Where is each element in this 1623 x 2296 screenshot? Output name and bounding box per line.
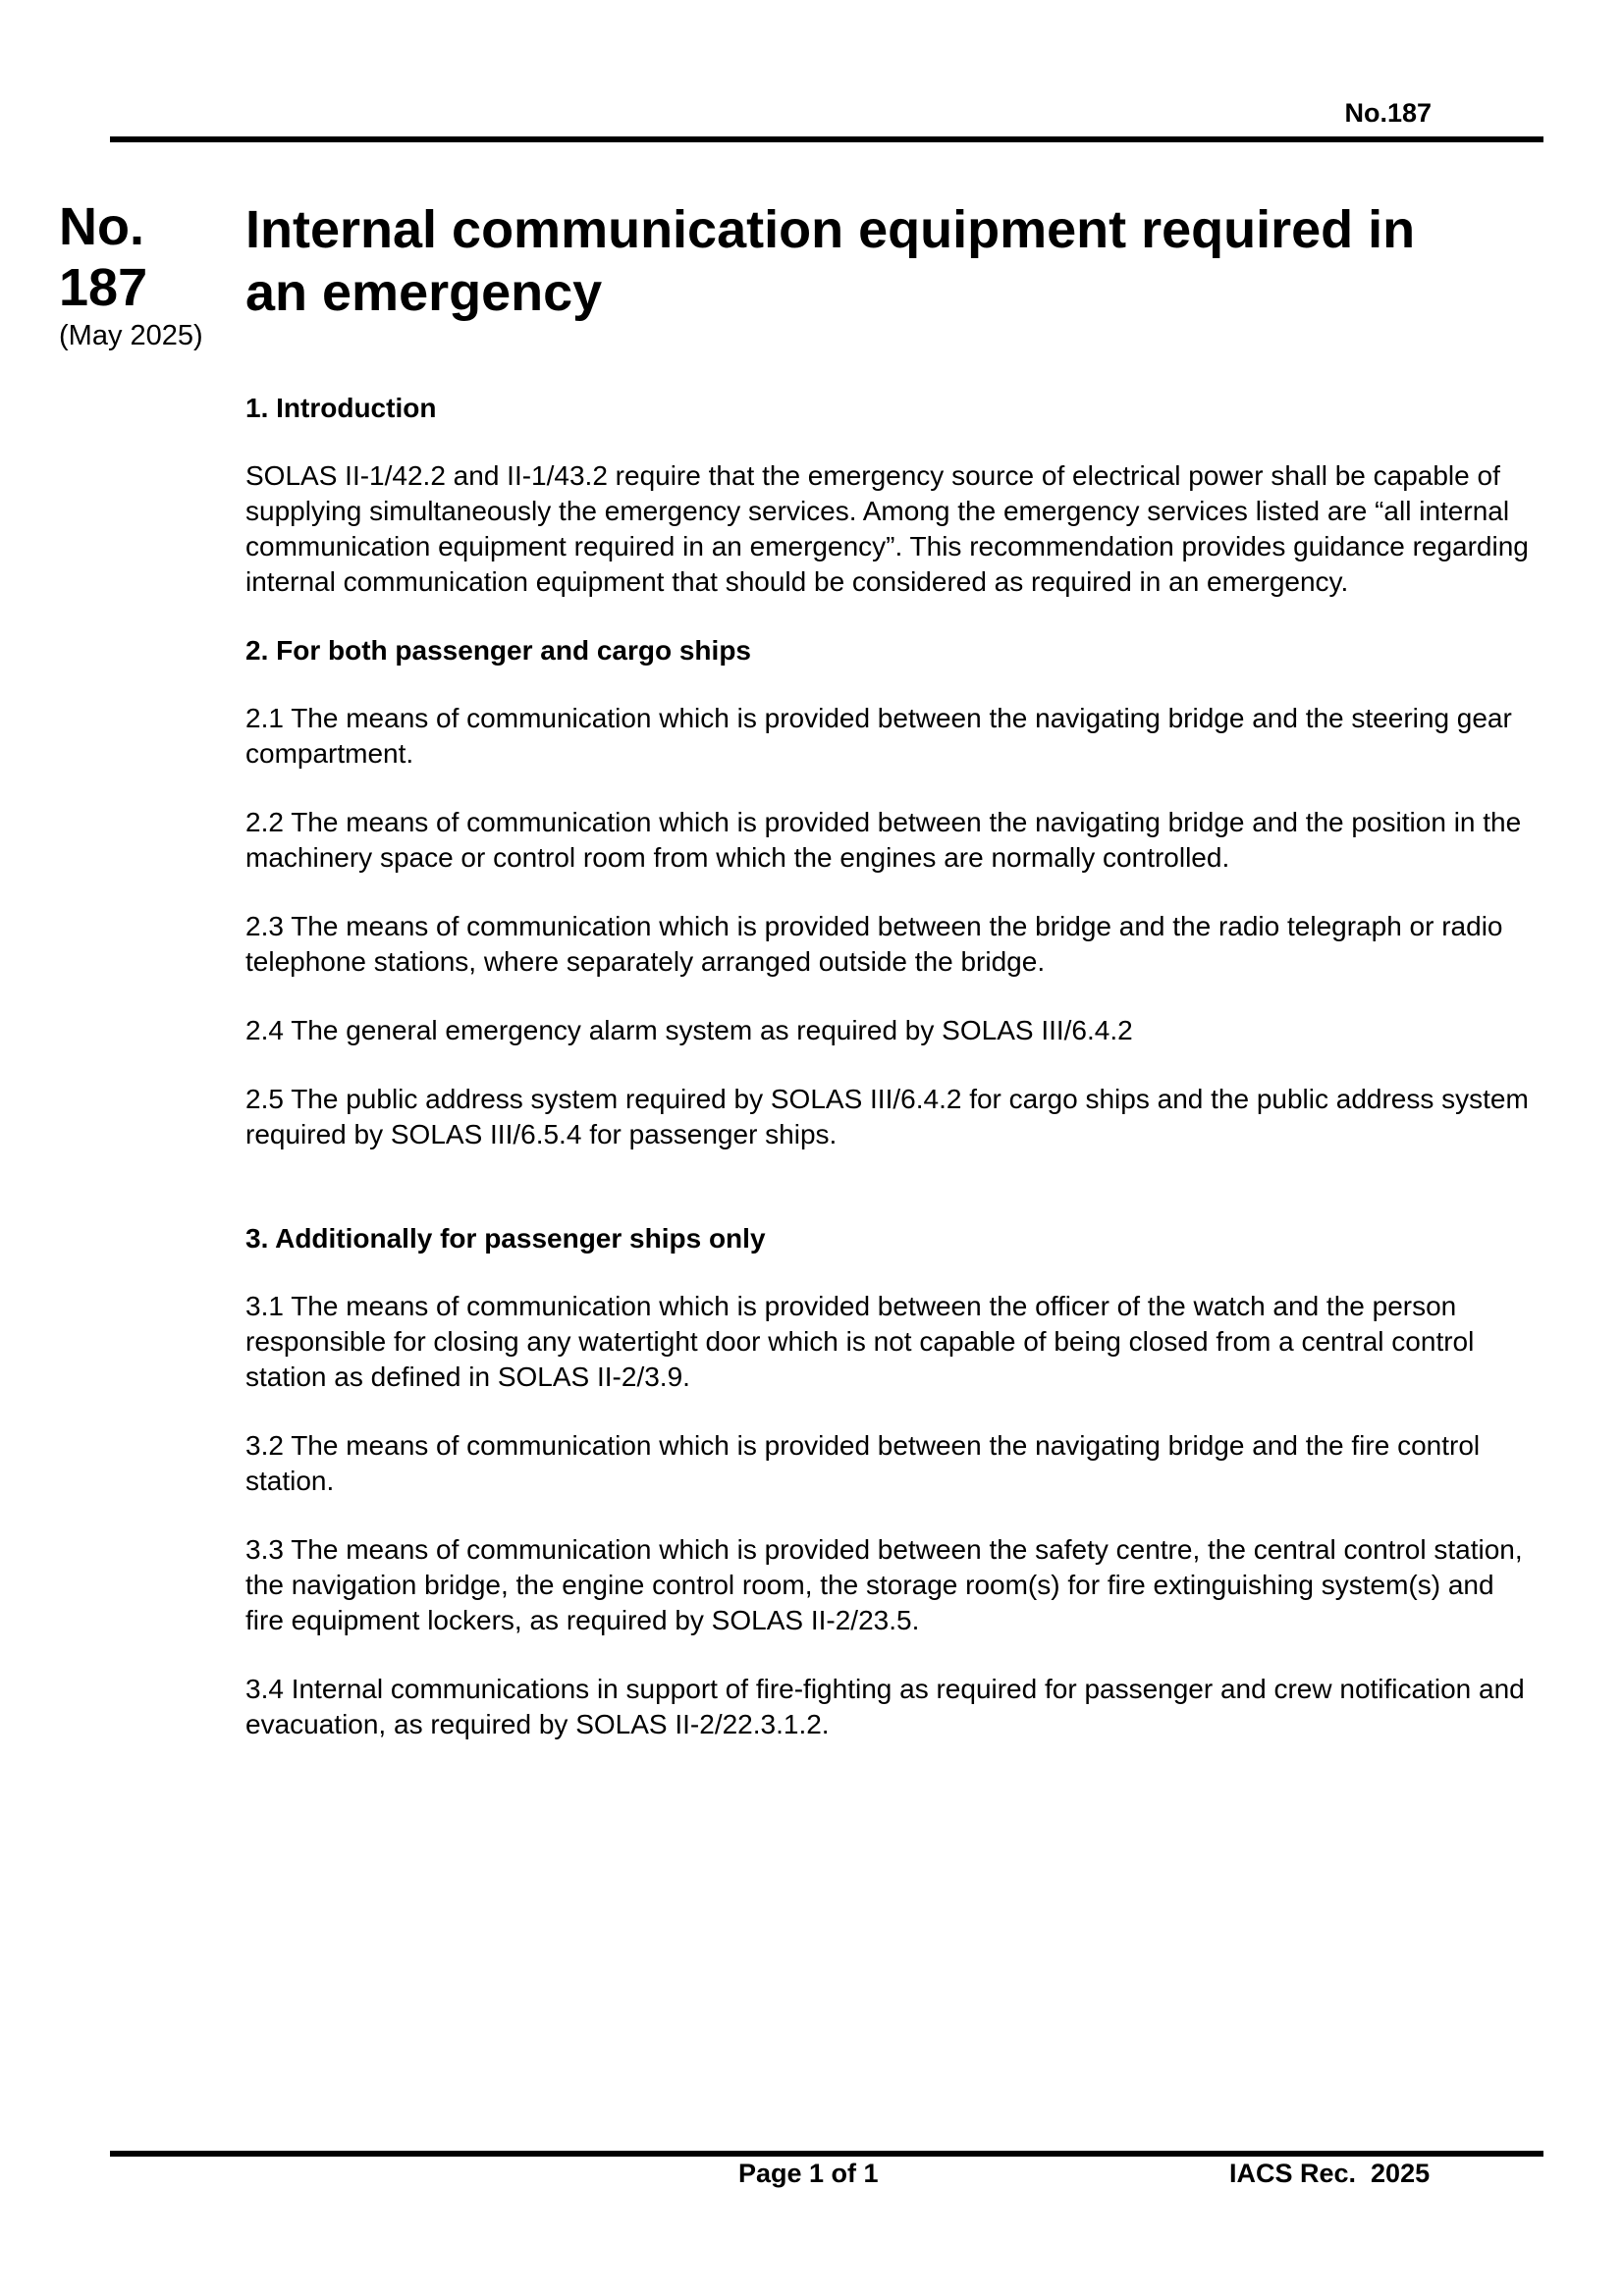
paragraph-2-2: 2.2 The means of communication which is provided between the navigating bridge and the position in the machinery space or control room from which the engines are normally controlled.	[245, 807, 1522, 873]
paragraph-2-1: 2.1 The means of communication which is provided between the navigating bridge and the steering gear compartment.	[245, 703, 1512, 769]
header-document-number: No.187	[1344, 98, 1432, 128]
footer-recommendation-ref: IACS Rec. 2025	[1229, 2159, 1431, 2188]
header-rule	[110, 136, 1543, 142]
footer-rule	[110, 2151, 1543, 2157]
side-date: (May 2025)	[59, 320, 203, 351]
section-1-paragraph: SOLAS II-1/42.2 and II-1/43.2 require that the emergency source of electrical power shall be capable of supplying simultaneously the emergency services. Among the emergency services listed are “all internal communication equipment required in an emergency”. This recommendation provides guidance regarding internal communication equipment that should be considered as required in an emergency.	[245, 460, 1529, 597]
section-2-heading: 2. For both passenger and cargo ships	[245, 635, 751, 666]
document-body	[245, 391, 1532, 1776]
side-no-number: 187	[59, 258, 148, 317]
paragraph-3-4: 3.4 Internal communications in support of fire-fighting as required for passenger and crew notification and evacuation, as required by SOLAS II-2/22.3.1.2.	[245, 1674, 1525, 1739]
paragraph-2-3: 2.3 The means of communication which is provided between the bridge and the radio telegraph or radio telephone stations, where separately arranged outside the bridge.	[245, 911, 1503, 977]
section-3-heading: 3. Additionally for passenger ships only	[245, 1223, 766, 1254]
paragraph-2-4: 2.4 The general emergency alarm system as required by SOLAS III/6.4.2	[245, 1015, 1133, 1045]
paragraph-3-3: 3.3 The means of communication which is provided between the safety centre, the central control station, the navigation bridge, the engine control room, the storage room(s) for fire extinguishing system(s) and fire equipment lockers, as required by SOLAS II-2/23.5.	[245, 1534, 1523, 1635]
paragraph-2-5: 2.5 The public address system required by SOLAS III/6.4.2 for cargo ships and the public address system required by SOLAS III/6.5.4 for passenger ships.	[245, 1084, 1529, 1149]
section-1-heading: 1. Introduction	[245, 393, 437, 423]
footer-page-number: Page 1 of 1	[738, 2159, 879, 2188]
page-title-line-1: Internal communication equipment required in	[245, 200, 1416, 259]
side-no-label: No.	[59, 197, 144, 256]
paragraph-3-2: 3.2 The means of communication which is provided between the navigating bridge and the fire control station.	[245, 1430, 1481, 1496]
paragraph-3-1: 3.1 The means of communication which is provided between the officer of the watch and the person responsible for closing any watertight door which is not capable of being closed from a central control station as defined in SOLAS II-2/3.9.	[245, 1291, 1475, 1392]
side-number-block	[59, 196, 147, 318]
page-title-line-2: an emergency	[245, 263, 603, 322]
page-title	[245, 198, 1542, 324]
